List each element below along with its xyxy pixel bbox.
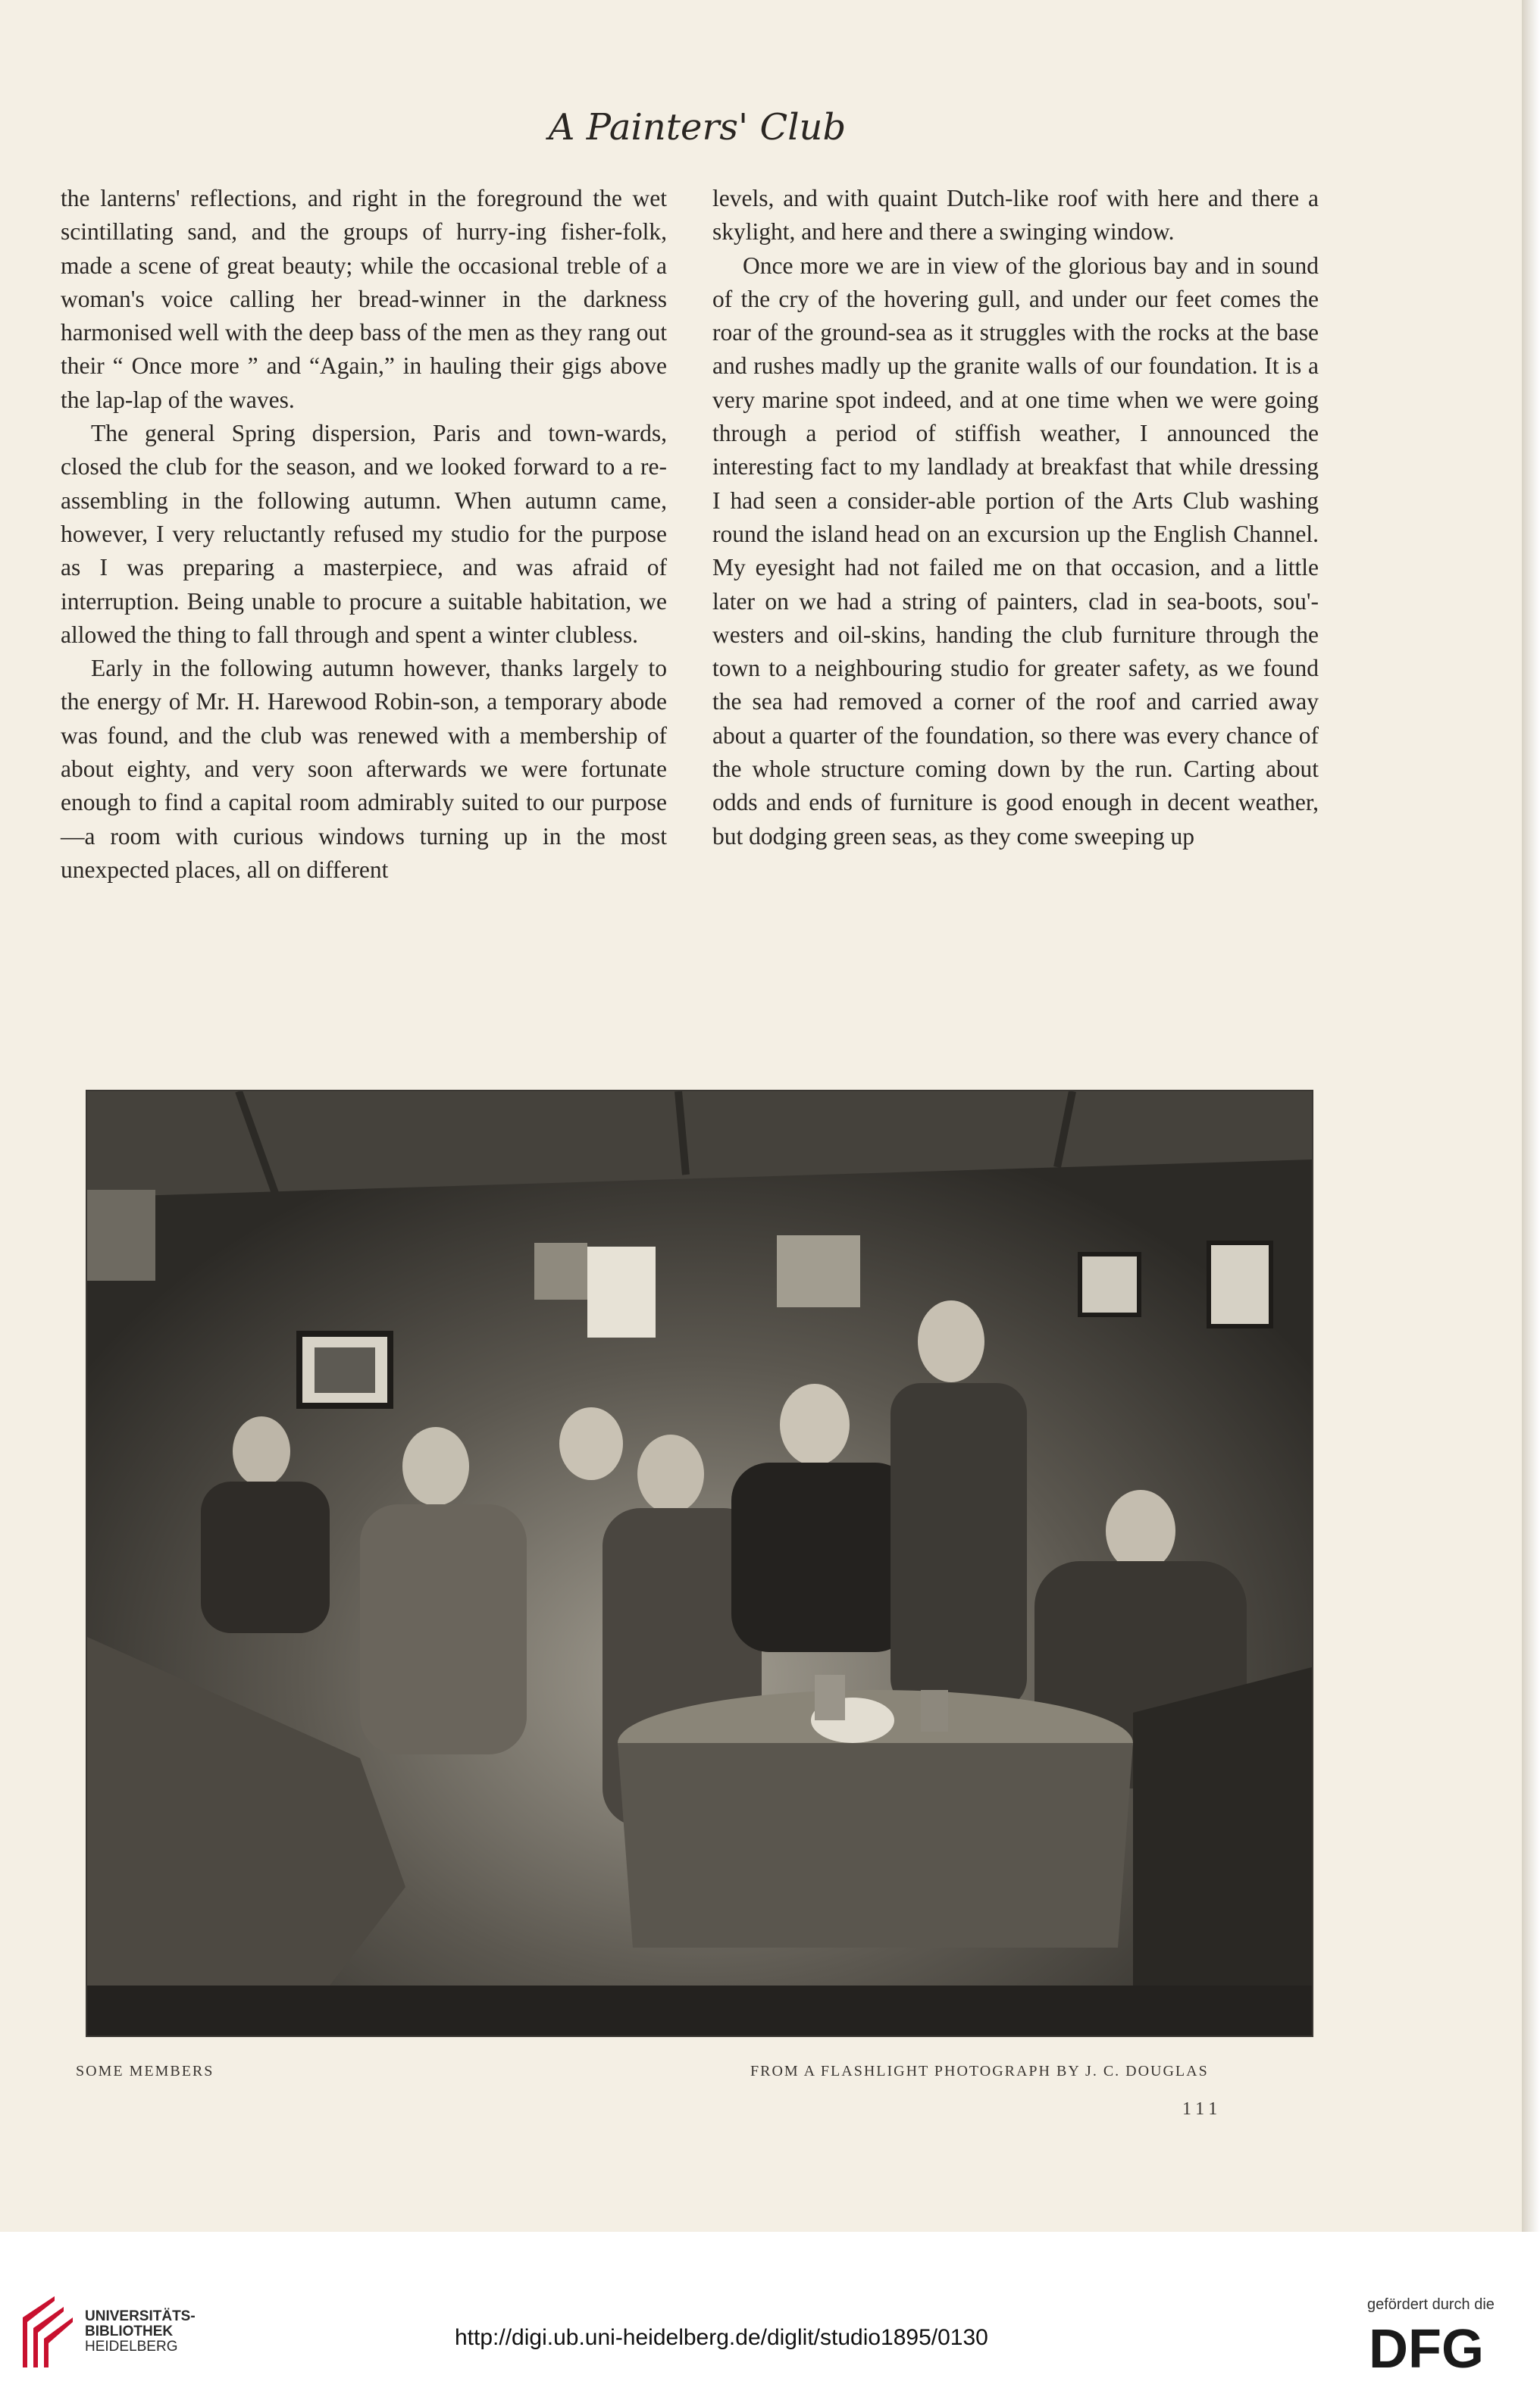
club-members-photograph: [86, 1090, 1313, 2037]
dfg-logo-text: DFG: [1369, 2322, 1484, 2375]
library-name-line: UNIVERSITÄTS-: [85, 2308, 196, 2324]
library-name-line: BIBLIOTHEK: [85, 2324, 174, 2339]
photo-caption-title: SOME MEMBERS: [76, 2063, 214, 2079]
page-number: 111: [1182, 2099, 1222, 2119]
paragraph: Early in the following autumn however, thanks largely to the energy of Mr. H. Harewood Robin-son, a temporary abode was found, and the club was renewed with a membership of about eighty, and very soon afterwards we were fortunate enough to find a capital room admirably suited to our purpose—a room with curious windows turning up in the most unexpected places, all on different: [61, 655, 667, 883]
digitization-footer: [0, 2232, 1540, 2394]
page-edge: [1522, 0, 1540, 2232]
right-column: [712, 182, 1319, 853]
running-title: A Painters' Club: [548, 106, 847, 149]
library-name: [85, 2309, 196, 2355]
university-library-logo-icon: [17, 2295, 77, 2374]
dfg-logo-icon: [1369, 2322, 1513, 2378]
paragraph: Once more we are in view of the glorious bay and in sound of the cry of the hovering gull, and under our feet comes the roar of the ground-sea as it struggles with the rocks at the base and rushes madly up the granite walls of our foundation. It is a very marine spot indeed, and at one time when we were going through a period of stiffish weather, I announced the interesting fact to my landlady at breakfast that while dressing I had seen a consider-able portion of the Arts Club washing round the island head on an excursion up the English Channel. My eyesight had not failed me on that occasion, and a little later on we had a string of painters, clad in sea-boots, sou'-westers and oil-skins, handing the club furniture through the town to a neighbouring studio for greater safety, as we found the sea had removed a corner of the roof and carried away about a quarter of the foundation, so there was every chance of the whole structure coming down by the run. Carting about odds and ends of furniture is good enough in decent weather, but dodging green seas, as they come sweeping up: [712, 252, 1319, 850]
left-column: [61, 182, 667, 887]
paragraph: The general Spring dispersion, Paris and town-wards, closed the club for the season, and we looked forward to a re-assembling in the following autumn. When autumn came, however, I very reluctantly refused my studio for the purpose as I was preparing a masterpiece, and was afraid of interruption. Being unable to procure a suitable habitation, we allowed the thing to fall through and spent a winter clubless.: [61, 420, 667, 648]
paragraph: the lanterns' reflections, and right in the foreground the wet scintillating sand, and the groups of hurry-ing fisher-folk, made a scene of great beauty; while the occasional treble of a woman's voice calling her bread-winner in the darkness harmonised well with the deep bass of the men as they rang out their “ Once more ” and “Again,” in hauling their gigs above the lap-lap of the waves.: [61, 185, 667, 413]
library-name-line: HEIDELBERG: [85, 2339, 178, 2355]
source-url-link[interactable]: http://digi.ub.uni-heidelberg.de/diglit/studio1895/0130: [455, 2325, 988, 2350]
paragraph: levels, and with quaint Dutch-like roof with here and there a skylight, and here and there a swinging window.: [712, 185, 1319, 246]
photo-caption-credit: FROM A FLASHLIGHT PHOTOGRAPH BY J. C. DOUGLAS: [750, 2063, 1209, 2079]
funding-label: gefördert durch die: [1367, 2296, 1495, 2313]
